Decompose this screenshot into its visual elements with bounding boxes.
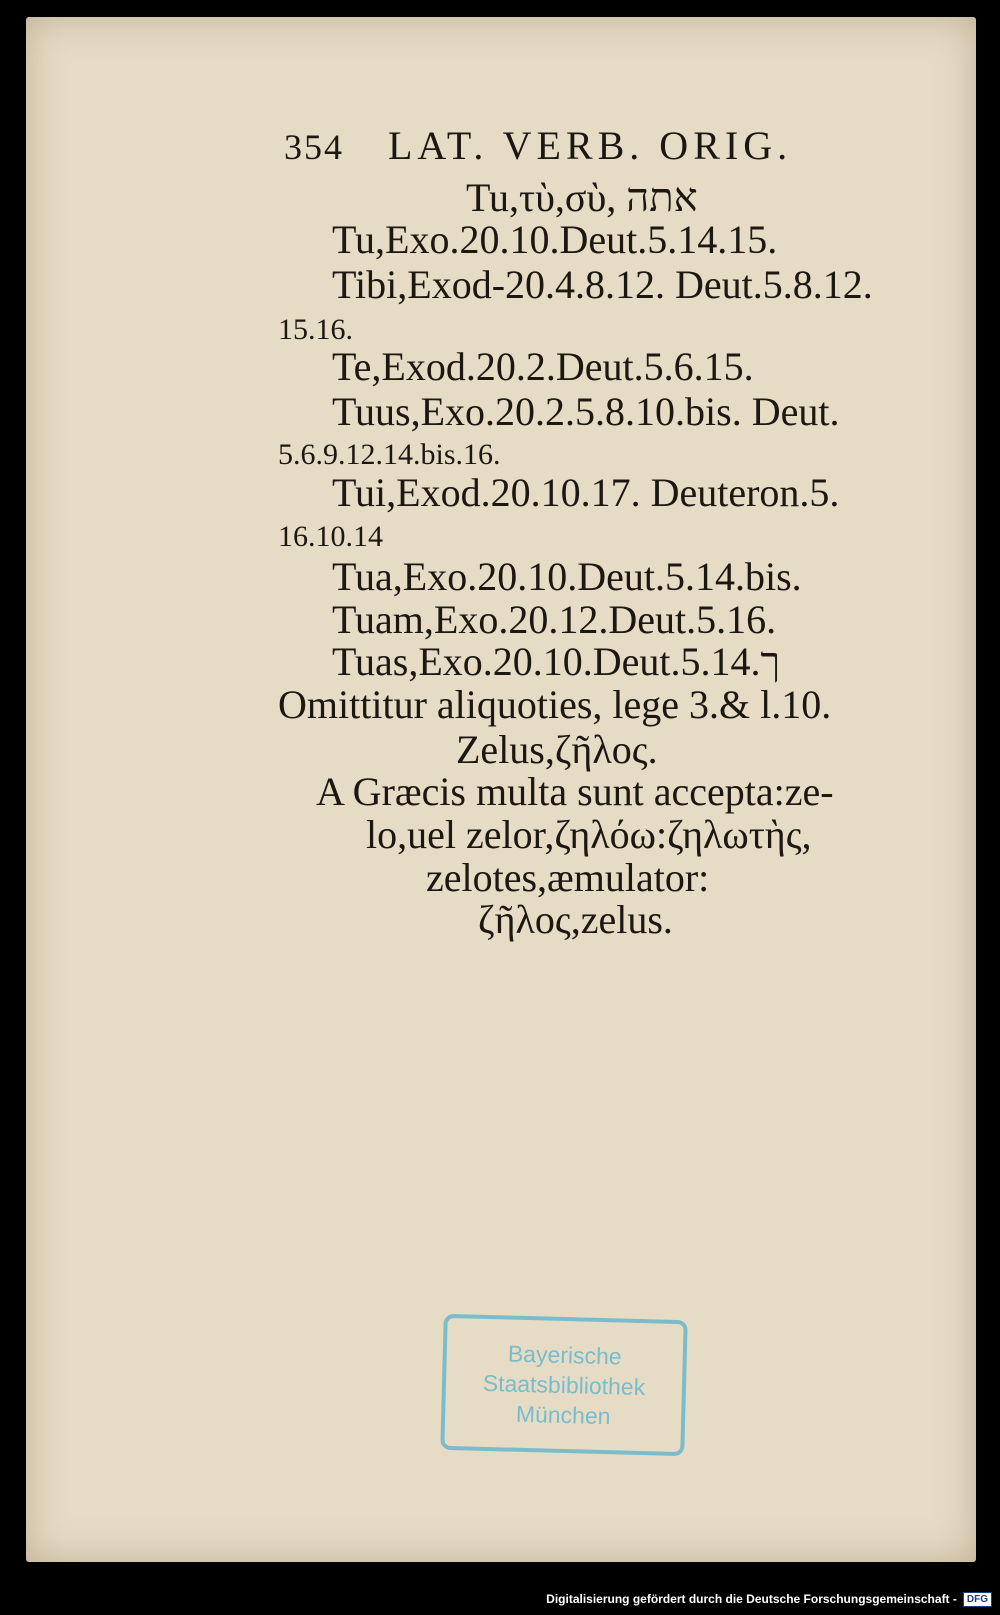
entry-line: lo,uel zelor,ζηλόω:ζηλωτὴς, [366, 812, 812, 857]
book-page [26, 17, 976, 1562]
entry-line: 16.10.14 [278, 520, 383, 553]
footer-text: Digitalisierung gefördert durch die Deutsche Forschungsgemeinschaft - [546, 1592, 957, 1606]
entry-line: Tuas,Exo.20.10.Deut.5.14.ך [332, 639, 781, 684]
entry-line: ζῆλος,zelus. [478, 897, 673, 942]
library-stamp [440, 1314, 687, 1456]
dfg-logo-icon: DFG [963, 1592, 992, 1607]
running-head-title: LAT. VERB. ORIG. [388, 123, 793, 168]
stamp-line: München [515, 1400, 611, 1430]
entry-heading-tu: Tu,τὺ,σὺ, אתה [466, 175, 698, 220]
entry-line: Tua,Exo.20.10.Deut.5.14.bis. [332, 554, 802, 599]
entry-line: 15.16. [278, 313, 353, 346]
entry-line: Tui,Exod.20.10.17. Deuteron.5. [332, 470, 840, 515]
entry-note: Omittitur aliquoties, lege 3.& l.10. [278, 682, 832, 727]
stamp-line: Staatsbibliothek [482, 1369, 646, 1401]
running-header [284, 123, 792, 170]
stamp-line: Bayerische [507, 1340, 622, 1370]
entry-line: A Græcis multa sunt accepta:ze- [316, 769, 834, 814]
entry-line: Te,Exod.20.2.Deut.5.6.15. [332, 344, 754, 389]
entry-heading-zelus: Zelus,ζῆλος. [456, 727, 658, 772]
entry-line: Tibi,Exod-20.4.8.12. Deut.5.8.12. [332, 262, 873, 307]
entry-line: Tuus,Exo.20.2.5.8.10.bis. Deut. [332, 389, 840, 434]
entry-line: Tu,Exo.20.10.Deut.5.14.15. [332, 217, 778, 262]
page-number: 354 [284, 127, 344, 167]
entry-line: 5.6.9.12.14.bis.16. [278, 438, 501, 471]
entry-line: Tuam,Exo.20.12.Deut.5.16. [332, 597, 777, 642]
entry-line: zelotes,æmulator: [426, 855, 710, 900]
digitization-footer [546, 1585, 992, 1613]
